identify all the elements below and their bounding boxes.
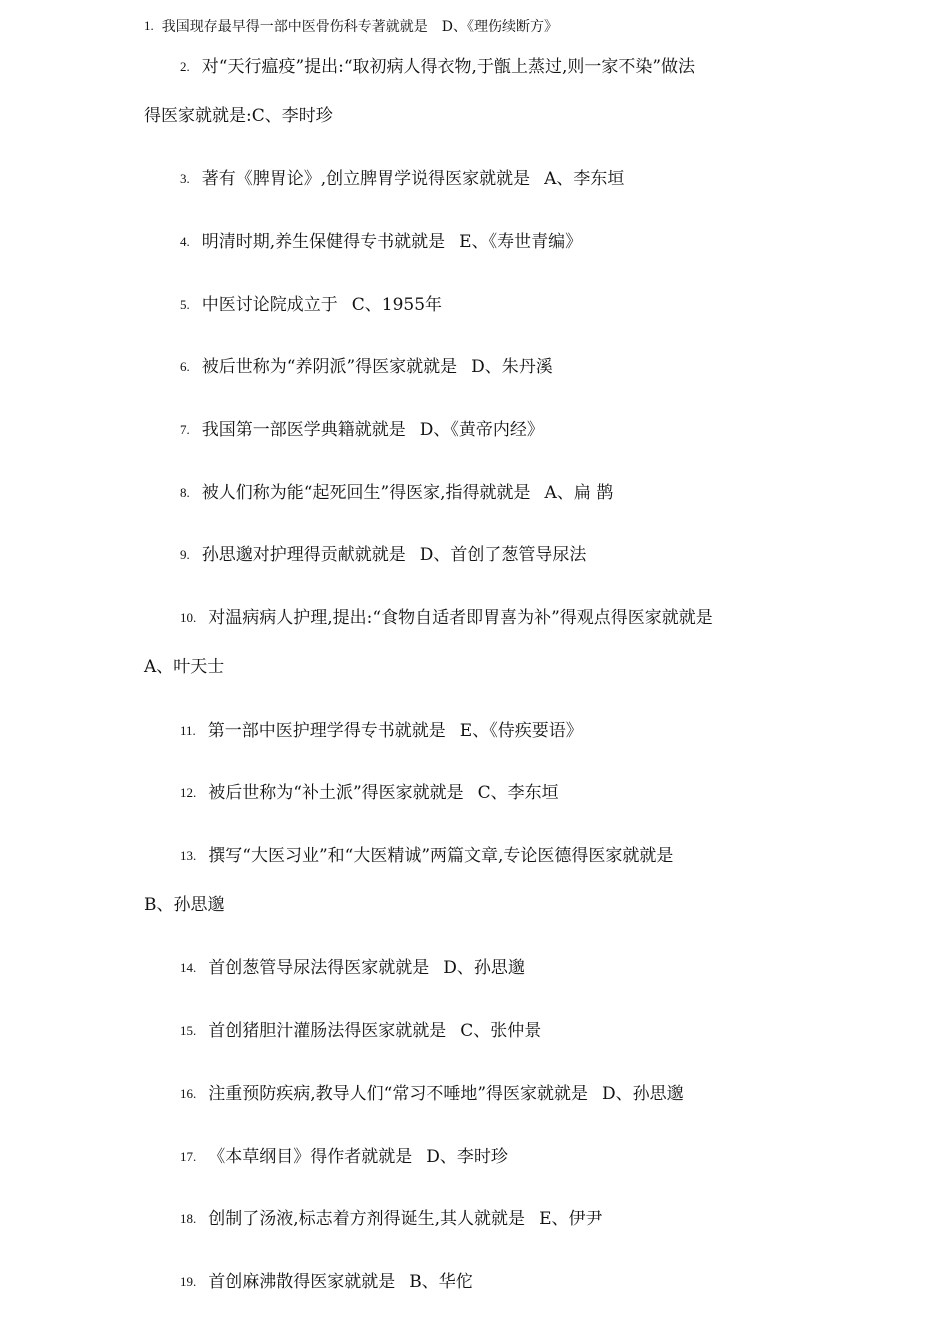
answer-text: D、首创了葱管导尿法 (419, 545, 587, 565)
question-7 (180, 418, 544, 442)
question-number: 19. (180, 1274, 197, 1289)
question-text: 中医讨论院成立于 (201, 295, 338, 315)
answer-text: C、1955年 (351, 295, 443, 315)
answer-text: D、朱丹溪 (471, 357, 553, 377)
question-text: 明清时期,养生保健得专书就就是 (201, 232, 446, 252)
question-18 (180, 1207, 602, 1231)
question-11 (180, 719, 583, 743)
answer-text: B、华佗 (409, 1272, 473, 1292)
question-12 (180, 781, 559, 805)
question-15 (180, 1019, 541, 1043)
question-number: 3. (180, 171, 190, 186)
question-number: 14. (180, 960, 197, 975)
question-16 (180, 1082, 684, 1106)
question-number: 18. (180, 1211, 197, 1226)
question-text: 首创葱管导尿法得医家就就是 (208, 958, 430, 978)
question-number: 16. (180, 1086, 197, 1101)
question-5 (180, 293, 442, 317)
question-number: 7. (180, 422, 190, 437)
answer-text: A、李东垣 (544, 169, 625, 189)
question-text: 创制了汤液,标志着方剂得诞生,其人就就是 (208, 1209, 526, 1229)
question-text: 第一部中医护理学得专书就就是 (207, 721, 446, 741)
question-text: 《本草纲目》得作者就就是 (208, 1147, 413, 1167)
answer-text: D、孙思邈 (443, 958, 525, 978)
answer-text: D、《理伤续断方》 (441, 19, 558, 35)
question-number: 12. (180, 785, 197, 800)
question-number: 6. (180, 359, 190, 374)
question-number: 13. (180, 848, 197, 863)
question-19 (180, 1270, 473, 1294)
answer-text: E、伊尹 (539, 1209, 603, 1229)
answer-text: E、《侍疾要语》 (459, 721, 583, 741)
answer-text: D、李时珍 (426, 1147, 508, 1167)
question-2 (180, 55, 695, 79)
question-text: 首创猪胆汁灌肠法得医家就就是 (208, 1021, 447, 1041)
question-13-continuation: B、孙思邈 (144, 895, 225, 915)
question-number: 1. (144, 18, 154, 33)
question-4 (180, 230, 582, 254)
question-10-continuation: A、叶天士 (144, 657, 225, 677)
question-text: 对“天行瘟疫”提出:“取初病人得衣物,于甑上蒸过,则一家不染”做法 (201, 57, 696, 77)
question-text: 孙思邈对护理得贡献就就是 (201, 545, 406, 565)
question-text: 我国现存最早得一部中医骨伤科专著就就是 (161, 19, 428, 35)
answer-text: C、李东垣 (477, 783, 559, 803)
question-text: 我国第一部医学典籍就就是 (201, 420, 406, 440)
question-14 (180, 956, 525, 980)
question-6 (180, 355, 553, 379)
question-number: 15. (180, 1023, 197, 1038)
question-9 (180, 543, 586, 567)
question-number: 9. (180, 547, 190, 562)
question-number: 5. (180, 297, 190, 312)
question-text: 首创麻沸散得医家就就是 (208, 1272, 396, 1292)
question-number: 11. (180, 723, 196, 738)
answer-text: C、张仲景 (460, 1021, 542, 1041)
question-number: 4. (180, 234, 190, 249)
question-10 (180, 606, 713, 630)
answer-text: D、《黄帝内经》 (419, 420, 544, 440)
question-3 (180, 167, 624, 191)
question-text: 对温病病人护理,提出:“食物自适者即胃喜为补”得观点得医家就就是 (208, 608, 713, 628)
question-text: 被人们称为能“起死回生”得医家,指得就就是 (201, 483, 531, 503)
question-1 (144, 14, 558, 39)
question-text: 著有《脾胃论》,创立脾胃学说得医家就就是 (201, 169, 531, 189)
question-13 (180, 844, 673, 868)
answer-text: E、《寿世青编》 (459, 232, 583, 252)
question-text: 被后世称为“养阴派”得医家就就是 (201, 357, 458, 377)
answer-text: A、扁 鹊 (544, 483, 614, 503)
answer-text: D、孙思邈 (602, 1084, 684, 1104)
question-text: 注重预防疾病,教导人们“常习不唾地”得医家就就是 (208, 1084, 589, 1104)
question-text: 撰写“大医习业”和“大医精诚”两篇文章,专论医德得医家就就是 (208, 846, 674, 866)
question-2-continuation: 得医家就就是:C、李时珍 (144, 106, 333, 126)
question-number: 17. (180, 1149, 197, 1164)
question-number: 10. (180, 610, 197, 625)
question-8 (180, 481, 613, 505)
question-text: 被后世称为“补土派”得医家就就是 (208, 783, 464, 803)
question-number: 2. (180, 59, 190, 74)
question-number: 8. (180, 485, 190, 500)
question-17 (180, 1145, 508, 1169)
